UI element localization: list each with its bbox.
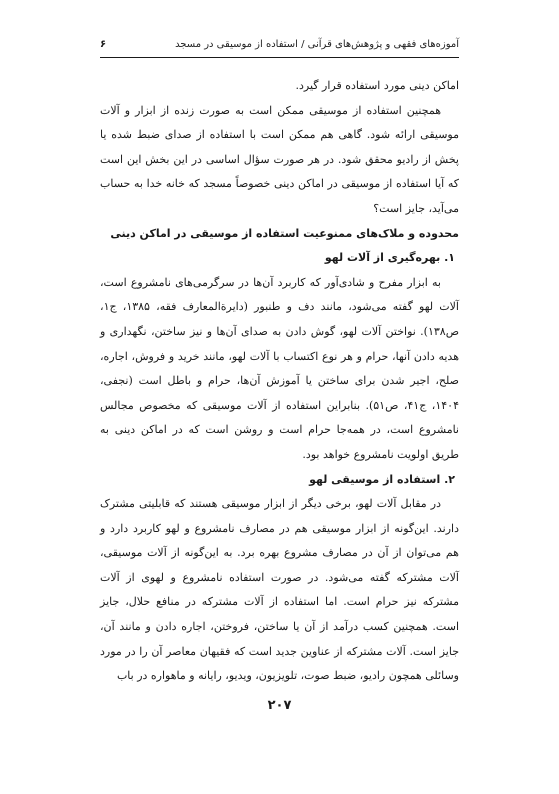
subsection-title-1: ۱. بهره‌گیری از آلات لهو [324, 251, 455, 265]
page-header [100, 38, 459, 58]
paragraph-instruments: به ابزار مفرح و شادی‌آور که کاربرد آن‌ها در سرگرمی‌های نامشروع است، آلات لهو گفته می‌شود، مانند دف و طنبور (دایرة‌المعارف فقه، ۱۳۸۵، ج۱، ص۱۳۸). نواختن آلات لهو، گوش دادن به صدای آن‌ها و نیز ساختن، نگهداری و هدیه دادن آنها، حرام و هر نوع اکتساب با آلات لهو، مانند خرید و فروش، اجاره، صلح، اجیر شدن برای ساختن یا آموزش آن‌ها، حرام و باطل است (نجفی، ۱۴۰۴، ج۴۱، ص۵۱). بنابراین استفاده از آلات موسیقی که مخصوص مجالس نامشروع است، در همه‌جا حرام است و روشن است که در اماکن دینی به طریق اولویت نامشروع خواهد بود. [100, 275, 459, 461]
page-body [100, 74, 459, 689]
footer-page-number: ۲۰۷ [267, 698, 292, 713]
paragraph-continuation: اماکن دینی مورد استفاده قرار گیرد. [295, 79, 459, 92]
header-page-number: ۶ [100, 39, 107, 50]
running-head: آموزه‌های فقهی و پژوهش‌های قرآنی / استفاده از موسیقی در مسجد [175, 39, 459, 50]
subsection-title-2: ۲. استفاده از موسیقی لهو [309, 472, 455, 486]
paragraph-shared-instruments: در مقابل آلات لهو، برخی دیگر از ابزار موسیقی هستند که قابلیتی مشترک دارند. این‌گونه از ابزار موسیقی هم در مصارف نامشروع و لهو کاربرد دارد و هم می‌توان از آن در مصارف مشروع بهره برد. به این‌گونه از آلات موسیقی، آلات مشترکه گفته می‌شود. در صورت استفاده نامشروع و لهوی از آلات مشترکه نیز حرام است. اما استفاده از آلات مشترکه در منافع حلال، جایز است. همچنین کسب درآمد از آن یا ساختن، فروختن، اجاره دادن و مانند آن، جایز است. آلات مشترکه از عناوین جدید است که فقیهان معاصر آن را در مورد وسائلی همچون رادیو، ضبط صوت، تلویزیون، ویدیو، رایانه و ماهواره در باب [100, 497, 459, 683]
paragraph-intro: همچنین استفاده از موسیقی ممکن است به صورت زنده از ابزار و آلات موسیقی ارائه شود. گاهی هم ممکن است با استفاده از صدای ضبط شده یا پخش از رادیو محقق شود. در هر صورت سؤال اساسی در این بخش این است که آیا استفاده از موسیقی در اماکن دینی خصوصاً مسجد که خانه خدا به حساب می‌آید، جایز است؟ [100, 103, 459, 215]
header-rule [100, 57, 459, 58]
section-title: محدوده و ملاک‌های ممنوعیت استفاده از موسیقی در اماکن دینی [110, 226, 459, 240]
